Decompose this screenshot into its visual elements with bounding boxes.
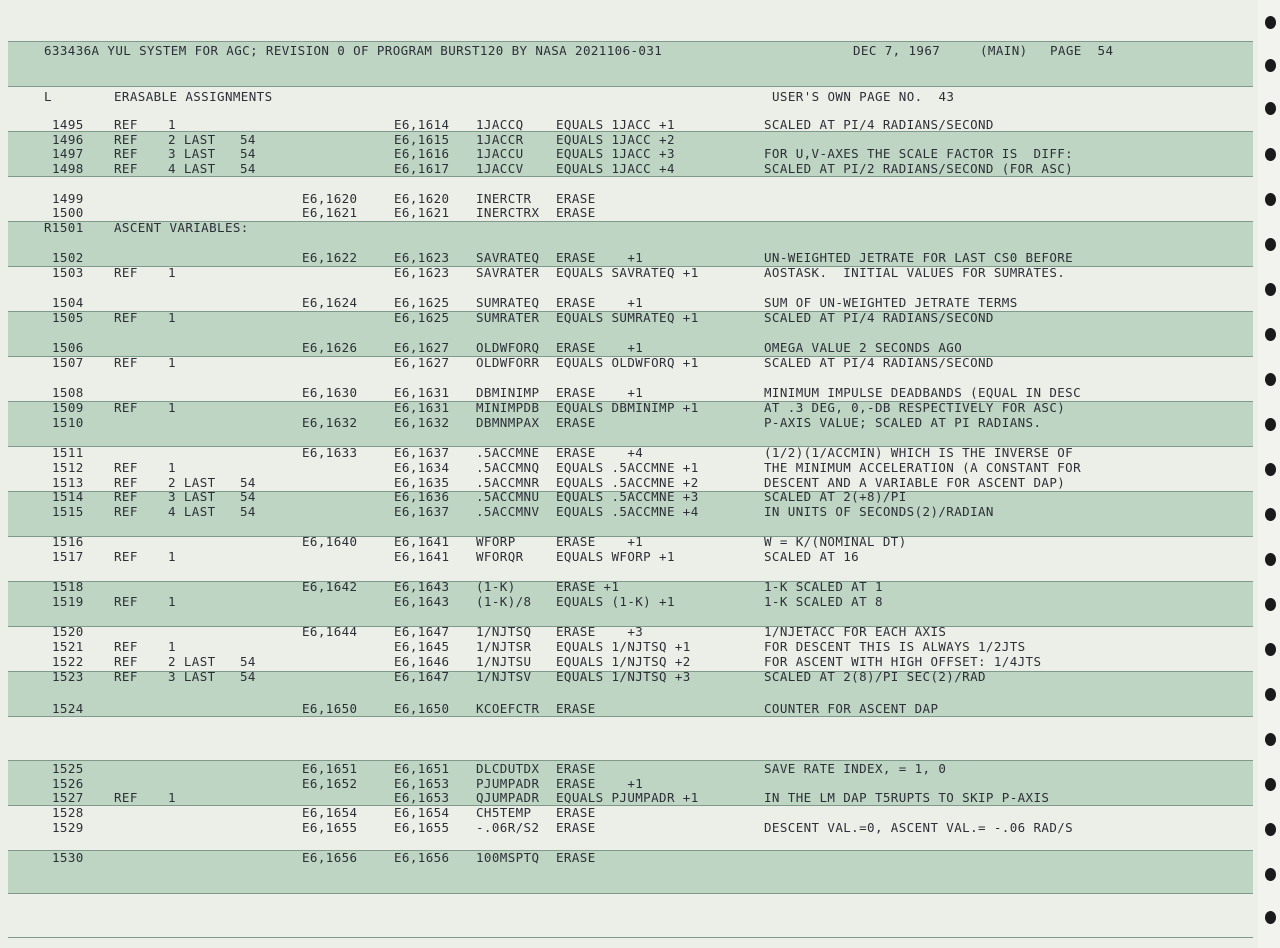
row-symbol: INERCTR [476,191,532,206]
row-address-value: E6,1634 [394,460,450,475]
row-address-value: E6,1651 [394,761,450,776]
row-comment: SCALED AT PI/4 RADIANS/SECOND [764,355,994,370]
band-rule [8,850,1253,851]
row-address-value: E6,1653 [394,776,450,791]
row-address: E6,1650 [302,701,358,716]
row-ref-marker: REF [114,146,138,161]
row-line-number: 1502 [52,250,84,265]
row-ref-count: 1 [168,549,176,564]
row-line-number: 1516 [52,534,84,549]
row-operation: ERASE +3 [556,624,644,639]
row-address-value: E6,1625 [394,310,450,325]
row-operation: EQUALS 1JACC +2 [556,132,675,147]
row-symbol: DBMNMPAX [476,415,540,430]
feed-hole [1265,598,1276,611]
row-ref-count: 2 LAST [168,654,216,669]
row-address: E6,1632 [302,415,358,430]
row-ref-count: 1 [168,310,176,325]
band-rule [8,176,1253,177]
row-comment: SAVE RATE INDEX, = 1, 0 [764,761,947,776]
row-ref-count: 3 LAST [168,146,216,161]
row-symbol: .5ACCMNQ [476,460,540,475]
row-ref-page: 54 [240,504,256,519]
user-page-number: USER'S OWN PAGE NO. 43 [772,89,955,104]
row-operation: ERASE +4 [556,445,644,460]
feed-hole [1265,463,1276,476]
row-operation: EQUALS 1/NJTSQ +2 [556,654,691,669]
row-ref-count: 1 [168,639,176,654]
header-page: PAGE 54 [1050,43,1114,58]
row-address-value: E6,1656 [394,850,450,865]
band-rule [8,805,1253,806]
row-operation: ERASE [556,761,596,776]
feed-hole [1265,643,1276,656]
row-comment: UN-WEIGHTED JETRATE FOR LAST CS0 BEFORE [764,250,1074,265]
row-address-value: E6,1623 [394,250,450,265]
row-operation: ERASE +1 [556,579,620,594]
row-comment: W = K/(NOMINAL DT) [764,534,907,549]
row-ref-count: 2 LAST [168,475,216,490]
row-line-number: 1509 [52,400,84,415]
row-ref-marker: REF [114,265,138,280]
row-symbol: INERCTRX [476,205,540,220]
feed-hole [1265,238,1276,251]
row-comment: SCALED AT PI/4 RADIANS/SECOND [764,117,994,132]
row-ref-page: 54 [240,475,256,490]
row-ref-marker: REF [114,489,138,504]
row-ref-marker: REF [114,504,138,519]
row-address: E6,1622 [302,250,358,265]
row-address-value: E6,1655 [394,820,450,835]
row-line-number: 1497 [52,146,84,161]
subheader-title: ERASABLE ASSIGNMENTS [114,89,273,104]
row-symbol: .5ACCMNV [476,504,540,519]
row-address: E6,1621 [302,205,358,220]
feed-hole [1265,688,1276,701]
row-comment: AOSTASK. INITIAL VALUES FOR SUMRATES. [764,265,1066,280]
band-rule [8,937,1253,938]
row-line-number: 1519 [52,594,84,609]
row-address-value: E6,1632 [394,415,450,430]
row-symbol: 1/NJTSR [476,639,532,654]
row-ref-page: 54 [240,654,256,669]
row-ref-marker: REF [114,549,138,564]
feed-hole [1265,911,1276,924]
row-line-number: R1501 [44,220,84,235]
row-line-number: 1528 [52,805,84,820]
row-address: E6,1640 [302,534,358,549]
row-address: E6,1655 [302,820,358,835]
row-line-number: 1525 [52,761,84,776]
row-symbol: 1JACCU [476,146,524,161]
row-operation: EQUALS 1JACC +3 [556,146,675,161]
row-comment: P-AXIS VALUE; SCALED AT PI RADIANS. [764,415,1042,430]
feed-hole [1265,868,1276,881]
row-line-number: 1496 [52,132,84,147]
row-operation: EQUALS .5ACCMNE +4 [556,504,699,519]
row-comment: SCALED AT PI/4 RADIANS/SECOND [764,310,994,325]
row-line-number: 1524 [52,701,84,716]
row-ref-marker: REF [114,654,138,669]
row-symbol: WFORP [476,534,516,549]
row-symbol: OLDWFORQ [476,340,540,355]
row-ref-marker: REF [114,594,138,609]
row-operation: EQUALS .5ACCMNE +1 [556,460,699,475]
row-operation: EQUALS .5ACCMNE +2 [556,475,699,490]
row-line-number: 1529 [52,820,84,835]
row-symbol: SUMRATER [476,310,540,325]
row-address-value: E6,1646 [394,654,450,669]
row-address: E6,1624 [302,295,358,310]
row-symbol: 100MSPTQ [476,850,540,865]
row-operation: EQUALS 1/NJTSQ +1 [556,639,691,654]
row-ref-page: 54 [240,489,256,504]
row-comment: FOR ASCENT WITH HIGH OFFSET: 1/4JTS [764,654,1042,669]
row-ref-marker: REF [114,400,138,415]
row-line-number: 1507 [52,355,84,370]
row-comment: 1-K SCALED AT 8 [764,594,883,609]
row-operation: ERASE +1 [556,340,644,355]
row-comment: COUNTER FOR ASCENT DAP [764,701,939,716]
row-address-value: E6,1647 [394,624,450,639]
band-rule [8,41,1253,42]
row-ref-count: 4 LAST [168,161,216,176]
feed-hole [1265,102,1276,115]
row-symbol: OLDWFORR [476,355,540,370]
row-address-value: E6,1627 [394,355,450,370]
row-address: E6,1644 [302,624,358,639]
row-address: E6,1654 [302,805,358,820]
row-line-number: 1530 [52,850,84,865]
row-line-number: 1506 [52,340,84,355]
row-comment: FOR DESCENT THIS IS ALWAYS 1/2JTS [764,639,1026,654]
feed-hole [1265,283,1276,296]
row-ref-page: 54 [240,161,256,176]
row-line-number: 1503 [52,265,84,280]
row-ref-marker: REF [114,117,138,132]
row-ref-marker: REF [114,132,138,147]
row-symbol: 1/NJTSV [476,669,532,684]
row-symbol: WFORQR [476,549,524,564]
row-address-value: E6,1615 [394,132,450,147]
row-line-number: 1511 [52,445,84,460]
row-comment: SCALED AT 2(8)/PI SEC(2)/RAD [764,669,986,684]
row-comment: 1/NJETACC FOR EACH AXIS [764,624,947,639]
row-comment: SUM OF UN-WEIGHTED JETRATE TERMS [764,295,1018,310]
row-operation: ERASE +1 [556,295,644,310]
header-main: (MAIN) [980,43,1028,58]
row-comment: THE MINIMUM ACCELERATION (A CONSTANT FOR [764,460,1082,475]
row-symbol: 1/NJTSQ [476,624,532,639]
row-line-number: 1526 [52,776,84,791]
row-symbol: (1-K)/8 [476,594,532,609]
row-comment: AT .3 DEG, 0,-DB RESPECTIVELY FOR ASC) [764,400,1066,415]
feed-hole [1265,59,1276,72]
row-symbol: -.06R/S2 [476,820,540,835]
row-operation: EQUALS OLDWFORQ +1 [556,355,699,370]
row-line-number: 1505 [52,310,84,325]
row-line-number: 1512 [52,460,84,475]
feed-hole [1265,418,1276,431]
row-address-value: E6,1617 [394,161,450,176]
row-comment: DESCENT VAL.=0, ASCENT VAL.= -.06 RAD/S [764,820,1074,835]
row-symbol: CH5TEMP [476,805,532,820]
row-operation: ERASE [556,701,596,716]
row-ref-count: 3 LAST [168,669,216,684]
band-rule [8,893,1253,894]
row-address: E6,1651 [302,761,358,776]
row-address-value: E6,1653 [394,790,450,805]
row-ref-marker: REF [114,310,138,325]
feed-hole [1265,328,1276,341]
row-symbol: DLCDUTDX [476,761,540,776]
row-comment: MINIMUM IMPULSE DEADBANDS (EQUAL IN DESC [764,385,1082,400]
row-ref-marker: REF [114,355,138,370]
row-address: E6,1630 [302,385,358,400]
row-comment: (1/2)(1/ACCMIN) WHICH IS THE INVERSE OF [764,445,1074,460]
row-operation: ERASE [556,850,596,865]
row-comment: SCALED AT 16 [764,549,860,564]
feed-hole [1265,193,1276,206]
row-line-number: 1495 [52,117,84,132]
row-symbol: KCOEFCTR [476,701,540,716]
row-ref-count: 1 [168,355,176,370]
feed-hole [1265,148,1276,161]
row-ref-page: 54 [240,132,256,147]
row-line-number: 1517 [52,549,84,564]
row-address: E6,1642 [302,579,358,594]
row-comment: IN UNITS OF SECONDS(2)/RADIAN [764,504,994,519]
subheader-code: L [44,89,52,104]
feed-hole [1265,733,1276,746]
row-operation: EQUALS DBMINIMP +1 [556,400,699,415]
row-address-value: E6,1616 [394,146,450,161]
row-address-value: E6,1631 [394,385,450,400]
row-address-value: E6,1654 [394,805,450,820]
row-symbol: (1-K) [476,579,516,594]
band-rule [8,581,1253,582]
row-line-number: 1513 [52,475,84,490]
row-ref-count: 1 [168,594,176,609]
row-ref-page: 54 [240,669,256,684]
row-address-value: E6,1614 [394,117,450,132]
band-rule [8,86,1253,87]
row-operation: EQUALS SAVRATEQ +1 [556,265,699,280]
row-address: E6,1656 [302,850,358,865]
row-comment: SCALED AT 2(+8)/PI [764,489,907,504]
row-line-number: 1521 [52,639,84,654]
row-operation: EQUALS SUMRATEQ +1 [556,310,699,325]
header-title: 633436A YUL SYSTEM FOR AGC; REVISION 0 OF PROGRAM BURST120 BY NASA 2021106-031 [44,43,663,58]
row-operation: EQUALS 1JACC +4 [556,161,675,176]
row-ref-page: 54 [240,146,256,161]
row-comment: 1-K SCALED AT 1 [764,579,883,594]
row-ref-marker: REF [114,639,138,654]
row-operation: ERASE +1 [556,385,644,400]
row-operation: EQUALS 1JACC +1 [556,117,675,132]
feed-hole [1265,823,1276,836]
feed-hole [1265,778,1276,791]
row-address-value: E6,1621 [394,205,450,220]
row-operation: ERASE [556,191,596,206]
feed-hole [1265,373,1276,386]
row-operation: ERASE +1 [556,250,644,265]
row-line-number: 1500 [52,205,84,220]
row-ref-marker: REF [114,460,138,475]
row-operation: EQUALS .5ACCMNE +3 [556,489,699,504]
row-ref-count: 2 LAST [168,132,216,147]
row-line-number: 1508 [52,385,84,400]
row-ref-count: 4 LAST [168,504,216,519]
row-ref-count: 1 [168,790,176,805]
row-symbol: MINIMPDB [476,400,540,415]
row-operation: ERASE [556,805,596,820]
row-line-number: 1520 [52,624,84,639]
row-operation: ERASE +1 [556,534,644,549]
feed-hole [1265,508,1276,521]
row-address-value: E6,1637 [394,504,450,519]
row-operation: ERASE [556,820,596,835]
row-line-number: 1518 [52,579,84,594]
row-address-value: E6,1641 [394,534,450,549]
row-comment: IN THE LM DAP T5RUPTS TO SKIP P-AXIS [764,790,1050,805]
tractor-feed-strip [1258,0,1280,948]
row-line-number: 1514 [52,489,84,504]
row-operation: EQUALS 1/NJTSQ +3 [556,669,691,684]
row-line-number: 1499 [52,191,84,206]
row-line-number: 1510 [52,415,84,430]
row-symbol: .5ACCMNR [476,475,540,490]
row-symbol: 1JACCQ [476,117,524,132]
header-date: DEC 7, 1967 [853,43,941,58]
row-address-value: E6,1636 [394,489,450,504]
row-line-number: 1527 [52,790,84,805]
row-symbol: SUMRATEQ [476,295,540,310]
row-line-number: 1523 [52,669,84,684]
row-address: E6,1652 [302,776,358,791]
row-comment: FOR U,V-AXES THE SCALE FACTOR IS DIFF: [764,146,1074,161]
row-address-value: E6,1635 [394,475,450,490]
row-address-value: E6,1647 [394,669,450,684]
row-address-value: E6,1631 [394,400,450,415]
row-symbol: PJUMPADR [476,776,540,791]
row-ref-count: 1 [168,460,176,475]
band-rule [8,760,1253,761]
band-rule [8,716,1253,717]
row-ref-count: 3 LAST [168,489,216,504]
row-ref-count: 1 [168,117,176,132]
row-address-value: E6,1623 [394,265,450,280]
paper-band [8,850,1253,893]
row-operation: ERASE +1 [556,776,644,791]
row-address: E6,1626 [302,340,358,355]
row-operation: EQUALS (1-K) +1 [556,594,675,609]
row-symbol: .5ACCMNU [476,489,540,504]
row-address-value: E6,1650 [394,701,450,716]
row-symbol: 1JACCV [476,161,524,176]
row-address: E6,1620 [302,191,358,206]
row-comment: OMEGA VALUE 2 SECONDS AGO [764,340,963,355]
row-operation: ERASE [556,415,596,430]
row-operation: EQUALS PJUMPADR +1 [556,790,699,805]
row-comment: DESCENT AND A VARIABLE FOR ASCENT DAP) [764,475,1066,490]
feed-hole [1265,553,1276,566]
row-address-value: E6,1643 [394,594,450,609]
row-symbol: QJUMPADR [476,790,540,805]
row-operation: EQUALS WFORP +1 [556,549,675,564]
row-address: E6,1633 [302,445,358,460]
row-address-value: E6,1637 [394,445,450,460]
row-address-value: E6,1641 [394,549,450,564]
row-ref-marker: REF [114,161,138,176]
row-address-value: E6,1643 [394,579,450,594]
feed-hole [1265,16,1276,29]
row-symbol: SAVRATER [476,265,540,280]
row-ref-marker: REF [114,669,138,684]
row-address-value: E6,1645 [394,639,450,654]
row-ref-marker: REF [114,475,138,490]
row-address-value: E6,1625 [394,295,450,310]
row-line-number: 1515 [52,504,84,519]
row-address-value: E6,1627 [394,340,450,355]
row-ref-count: 1 [168,400,176,415]
row-address-value: E6,1620 [394,191,450,206]
row-ref-marker: ASCENT VARIABLES: [114,220,249,235]
row-symbol: SAVRATEQ [476,250,540,265]
row-ref-marker: REF [114,790,138,805]
row-symbol: 1JACCR [476,132,524,147]
row-comment: SCALED AT PI/2 RADIANS/SECOND (FOR ASC) [764,161,1074,176]
row-symbol: 1/NJTSU [476,654,532,669]
row-ref-count: 1 [168,265,176,280]
row-symbol: DBMINIMP [476,385,540,400]
row-symbol: .5ACCMNE [476,445,540,460]
row-line-number: 1498 [52,161,84,176]
row-line-number: 1522 [52,654,84,669]
row-operation: ERASE [556,205,596,220]
row-line-number: 1504 [52,295,84,310]
